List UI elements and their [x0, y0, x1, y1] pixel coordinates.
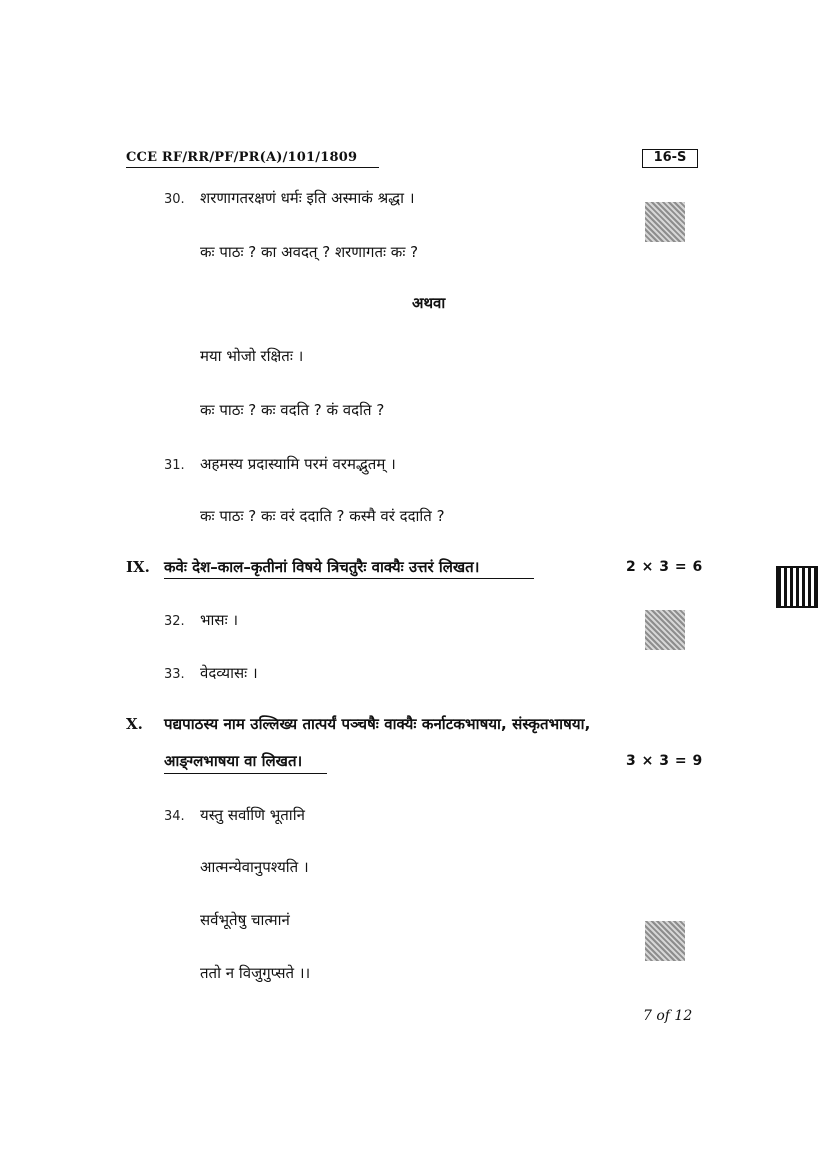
q30-ask: कः पाठः ? का अवदत् ? शरणागतः कः ? [200, 243, 419, 261]
section-number-ix: IX. [126, 558, 150, 576]
qr-code-icon [645, 921, 685, 961]
section-number-x: X. [126, 715, 143, 733]
question-number-34: 34. [164, 809, 185, 824]
athava-label: अथवा [412, 294, 446, 312]
section-ix-title-underline [164, 578, 534, 579]
section-ix-marks: 2 × 3 = 6 [626, 559, 703, 575]
section-x-marks: 3 × 3 = 9 [626, 753, 703, 769]
exam-code: CCE RF/RR/PF/PR(A)/101/1809 [126, 150, 358, 165]
q34-verse-2: आत्मन्येवानुपश्यति । [200, 858, 309, 876]
q31-ask: कः पाठः ? कः वरं ददाति ? कस्मै वरं ददाति ? [200, 507, 445, 525]
q34-verse-3: सर्वभूतेषु चात्मानं [200, 911, 290, 929]
section-ix-title: कवेः देश–काल–कृतीनां विषये त्रिचतुरैः वाक्यैः उत्तरं लिखत। [164, 558, 480, 576]
paper-code-badge: 16-S [642, 149, 698, 168]
side-qr-code-icon [776, 566, 818, 608]
q34-verse-4: ततो न विजुगुप्सते ।। [200, 964, 311, 982]
question-number-31: 31. [164, 458, 185, 473]
q32-text: भासः । [200, 611, 239, 629]
q30alt-line: मया भोजो रक्षितः । [200, 347, 304, 365]
section-x-title-line1: पद्यपाठस्य नाम उल्लिख्य तात्पर्यं पञ्चषैः वाक्यैः कर्नाटकभाषया, संस्कृतभाषया, [164, 715, 591, 733]
question-number-30: 30. [164, 192, 185, 207]
qr-code-icon [645, 610, 685, 650]
q31-line: अहमस्य प्रदास्यामि परमं वरमद्भुतम् । [200, 455, 396, 473]
q33-text: वेदव्यासः । [200, 664, 258, 682]
q34-verse-1: यस्तु सर्वाणि भूतानि [200, 806, 305, 824]
question-number-33: 33. [164, 667, 185, 682]
section-x-title-underline [164, 773, 327, 774]
exam-code-underline [126, 167, 379, 168]
q30alt-ask: कः पाठः ? कः वदति ? कं वदति ? [200, 401, 385, 419]
page-number: 7 of 12 [643, 1008, 693, 1024]
qr-code-icon [645, 202, 685, 242]
section-x-title-line2: आङ्ग्लभाषया वा लिखत। [164, 752, 303, 770]
q30-line: शरणागतरक्षणं धर्मः इति अस्माकं श्रद्धा । [200, 189, 415, 207]
question-number-32: 32. [164, 614, 185, 629]
